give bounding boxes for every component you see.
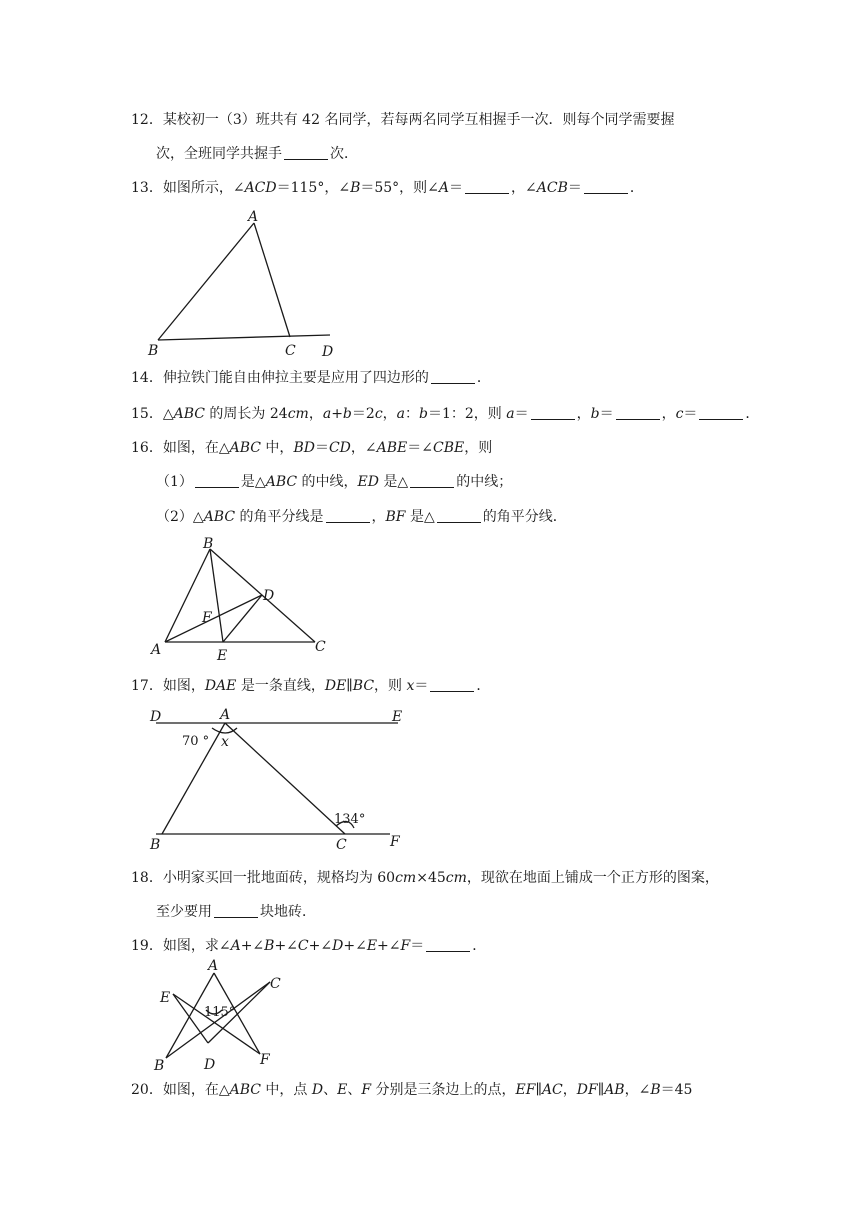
question-text: ×45 — [416, 870, 446, 886]
math-var: AB — [604, 1082, 625, 1098]
question-text: 次，全班同学共握手 — [156, 146, 282, 162]
math-var: a — [322, 406, 332, 422]
question-text: 、 — [347, 1082, 362, 1098]
question-number: 17． — [131, 678, 163, 694]
line-q18-1 — [131, 868, 719, 888]
math-var: c — [374, 406, 383, 422]
question-text: 至少要用 — [156, 904, 212, 920]
question-text: 的中线； — [456, 474, 513, 490]
math-var: ABC — [229, 1082, 261, 1098]
question-text: ＝55°，则∠ — [360, 180, 439, 196]
question-text: ＝1：2，则 — [427, 406, 507, 422]
math-var: A — [230, 938, 241, 954]
question-number: 16． — [131, 440, 163, 456]
seg-ac — [254, 223, 290, 337]
question-text: ＝45 — [660, 1082, 693, 1098]
answer-blank — [431, 369, 475, 384]
answer-blank — [430, 677, 474, 692]
answer-blank — [616, 405, 660, 420]
math-var: D — [311, 1082, 324, 1098]
label-d: D — [322, 344, 334, 360]
label-f: F — [202, 610, 212, 626]
answer-blank — [326, 508, 370, 523]
question-number: 19． — [131, 938, 163, 954]
question-text: 的中线， — [297, 474, 358, 490]
math-var: AC — [541, 1082, 563, 1098]
question-text: ∥ — [535, 1082, 542, 1098]
math-var: cm — [287, 406, 309, 422]
math-var: CBE — [432, 440, 465, 456]
question-text: ， — [382, 406, 397, 422]
arc-a — [212, 728, 237, 733]
question-text: ＝ — [410, 938, 425, 954]
math-var: DE — [324, 678, 347, 694]
question-text: ＝2 — [351, 406, 375, 422]
math-var: D — [332, 938, 344, 954]
math-var: B — [650, 1082, 661, 1098]
line-q14-1 — [131, 368, 491, 388]
label-c: C — [315, 639, 326, 655]
math-var: a — [396, 406, 406, 422]
label-e: E — [392, 709, 403, 725]
math-var: ABC — [265, 474, 298, 490]
math-var: EF — [515, 1082, 536, 1098]
question-text: ． — [745, 406, 760, 422]
math-var: BC — [352, 678, 375, 694]
math-var: B — [350, 180, 361, 196]
question-text: 某校初一（3）班共有 42 名同学，若每两名同学互相握手一次．则每个同学需要握 — [162, 112, 675, 128]
math-var: A — [438, 180, 450, 196]
label-f: F — [390, 834, 400, 850]
figure-19 — [148, 958, 288, 1073]
question-text: ＝115°，∠ — [276, 180, 351, 196]
label-b: B — [203, 536, 214, 552]
label-d: D — [263, 588, 275, 604]
math-var: E — [337, 1082, 348, 1098]
question-text: 如图，在△ — [162, 440, 230, 456]
line-q12-2 — [156, 144, 358, 164]
question-text: ： — [405, 406, 420, 422]
label-c: C — [270, 976, 281, 992]
question-text: 中，点 — [260, 1082, 312, 1098]
label-b: B — [150, 837, 161, 853]
question-text: 次． — [330, 146, 358, 162]
label-f: F — [260, 1052, 270, 1068]
math-var: F — [400, 938, 411, 954]
question-text: ∥ — [346, 678, 353, 694]
question-text: 是△ — [378, 474, 409, 490]
seg-ef — [173, 994, 260, 1054]
seg-bd — [158, 335, 330, 340]
question-text: +∠ — [308, 938, 333, 954]
label-e: E — [217, 648, 228, 664]
question-text: +∠ — [274, 938, 298, 954]
answer-blank — [699, 405, 743, 420]
line-q16-2 — [156, 472, 512, 492]
question-number: 12． — [131, 112, 163, 128]
math-var: x — [406, 678, 415, 694]
line-q17-1 — [131, 676, 490, 696]
question-text: 如图所示，∠ — [162, 180, 245, 196]
answer-blank — [584, 179, 628, 194]
question-text: ＝ — [314, 440, 329, 456]
question-number: 18． — [131, 870, 163, 886]
math-var: CD — [328, 440, 351, 456]
label-d: D — [150, 709, 162, 725]
math-var: cm — [445, 870, 467, 886]
question-text: 如图，在△ — [162, 1082, 230, 1098]
line-q13-1 — [131, 178, 644, 198]
answer-blank — [465, 179, 509, 194]
question-text: ，∠ — [624, 1082, 651, 1098]
math-var: ABC — [203, 509, 236, 525]
answer-blank — [410, 473, 454, 488]
answer-blank — [426, 937, 470, 952]
question-text: ＝ — [449, 180, 464, 196]
question-text: ， — [371, 509, 386, 525]
question-text: 块地砖． — [260, 904, 316, 920]
label-c: C — [285, 343, 296, 359]
question-text: ． — [472, 938, 487, 954]
seg-bc — [166, 982, 270, 1058]
question-text: （1） — [156, 474, 193, 490]
math-var: b — [342, 406, 352, 422]
question-text: 如图，求∠ — [162, 938, 231, 954]
label-b: B — [154, 1058, 165, 1074]
question-text: 是△ — [240, 474, 266, 490]
label-b: B — [148, 343, 159, 359]
math-var: DAE — [204, 678, 237, 694]
question-text: 如图， — [162, 678, 205, 694]
question-text: + — [331, 406, 343, 422]
question-text: ． — [476, 370, 491, 386]
math-var: ABC — [173, 406, 205, 422]
question-text: ． — [629, 180, 644, 196]
answer-blank — [531, 405, 575, 420]
question-text: ，则 — [464, 440, 493, 456]
question-text: ＝ — [683, 406, 698, 422]
label-x: x — [221, 734, 229, 750]
question-text: 的角平分线是 — [235, 509, 324, 525]
line-q19-1 — [131, 936, 486, 956]
question-text: ＝ — [567, 180, 582, 196]
line-q16-1 — [131, 438, 492, 458]
question-text: ， — [562, 1082, 577, 1098]
question-text: ∥ — [597, 1082, 605, 1098]
question-text: ， — [576, 406, 591, 422]
math-var: BF — [385, 509, 406, 525]
label-a: A — [151, 642, 162, 658]
question-text: 分别是三条边上的点， — [371, 1082, 516, 1098]
figure-16 — [145, 532, 335, 662]
question-text: ，现欲在地面上铺成一个正方形的图案， — [466, 870, 719, 886]
math-var: ED — [357, 474, 379, 490]
seg-ac — [225, 723, 345, 834]
question-text: ，∠ — [350, 440, 377, 456]
label-e: E — [160, 990, 171, 1006]
label-a: A — [208, 958, 219, 974]
question-text: 小明家买回一批地面砖，规格均为 60 — [162, 870, 396, 886]
question-number: 13． — [131, 180, 163, 196]
label-d: D — [204, 1057, 216, 1073]
math-var: ABE — [376, 440, 408, 456]
math-var: F — [361, 1082, 372, 1098]
seg-ad — [165, 595, 262, 642]
line-q12-1 — [131, 110, 674, 130]
math-var: ABC — [229, 440, 261, 456]
math-var: ACB — [536, 180, 568, 196]
math-var: cm — [395, 870, 417, 886]
question-text: ， — [308, 406, 323, 422]
math-var: E — [366, 938, 378, 954]
question-text: +∠ — [240, 938, 265, 954]
label-c: C — [336, 837, 347, 853]
question-text: +∠ — [377, 938, 401, 954]
math-var: B — [264, 938, 275, 954]
label-a: A — [220, 707, 231, 723]
question-text: 是△ — [405, 509, 435, 525]
question-text: ＝ — [599, 406, 614, 422]
seg-ab — [165, 549, 210, 642]
line-q16-3 — [156, 507, 567, 527]
question-text: ， — [661, 406, 676, 422]
question-text: ，∠ — [511, 180, 537, 196]
line-q15-1 — [131, 404, 759, 424]
question-text: +∠ — [343, 938, 367, 954]
question-text: ，则 — [374, 678, 407, 694]
question-text: 、 — [323, 1082, 338, 1098]
line-q18-2 — [156, 902, 316, 922]
math-var: b — [590, 406, 600, 422]
math-var: a — [506, 406, 515, 422]
math-var: c — [675, 406, 684, 422]
question-text: ＝ — [414, 678, 429, 694]
math-var: ACD — [244, 180, 277, 196]
label-angle-134: 134° — [334, 812, 366, 827]
question-number: 20． — [131, 1082, 163, 1098]
question-text: ＝ — [514, 406, 529, 422]
figure-13 — [140, 205, 340, 365]
label-a: A — [248, 209, 259, 225]
answer-blank — [437, 508, 481, 523]
math-var: b — [419, 406, 428, 422]
seg-be — [210, 549, 223, 642]
seg-ed — [223, 595, 262, 642]
label-angle-70: 70 ° — [182, 734, 210, 749]
question-text: 中， — [260, 440, 294, 456]
answer-blank — [214, 903, 258, 918]
seg-ab — [158, 223, 254, 340]
question-text: 的角平分线． — [482, 509, 567, 525]
question-number: 15． — [131, 406, 163, 422]
answer-blank — [284, 145, 328, 160]
math-var: DF — [576, 1082, 598, 1098]
question-text: 是一条直线， — [236, 678, 325, 694]
math-var: C — [297, 938, 309, 954]
question-text: ． — [476, 678, 491, 694]
math-var: BD — [293, 440, 315, 456]
question-text: 伸拉铁门能自由伸拉主要是应用了四边形的 — [162, 370, 429, 386]
label-angle-115: 115° — [204, 1005, 236, 1020]
line-q20-1 — [131, 1080, 692, 1100]
answer-blank — [195, 473, 239, 488]
question-text: △ — [162, 406, 174, 422]
question-text: 的周长为 24 — [204, 406, 288, 422]
question-text: ＝∠ — [407, 440, 433, 456]
figure-17 — [140, 704, 410, 854]
question-number: 14． — [131, 370, 163, 386]
question-text: （2）△ — [156, 509, 204, 525]
